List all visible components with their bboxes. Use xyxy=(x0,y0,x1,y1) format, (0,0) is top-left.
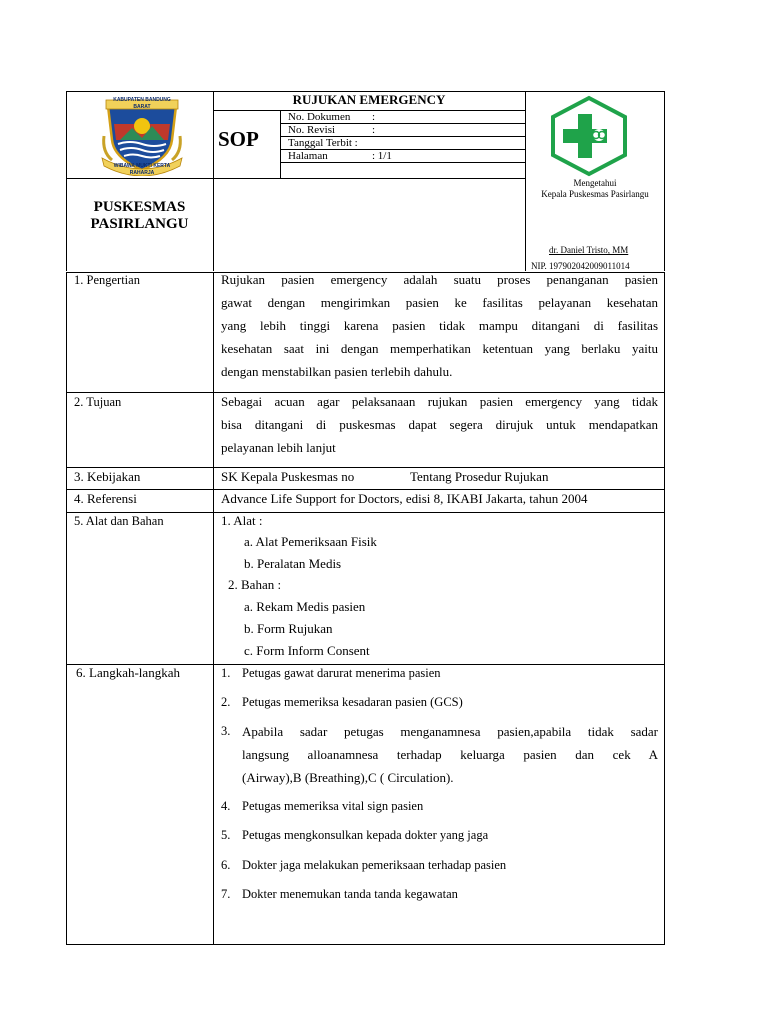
section-label-langkah: 6. Langkah-langkah xyxy=(76,665,180,680)
referensi-text: Advance Life Support for Doctors, edisi 8, IKABI Jakarta, tahun 2004 xyxy=(221,491,588,506)
org-name-line2: PASIRLANGU xyxy=(90,216,189,232)
approval-name: dr. Daniel Tristo, MM xyxy=(549,245,629,255)
step-2-number: 2. xyxy=(221,695,231,709)
kebijakan-text-b: Tentang Prosedur Rujukan xyxy=(410,469,549,484)
section-label-pengertian: 1. Pengertian xyxy=(74,273,140,287)
bahan-item-3: c. Form Inform Consent xyxy=(244,643,370,658)
doc-field-no-dokumen-sep: : xyxy=(372,111,376,123)
alat-heading: 1. Alat : xyxy=(221,513,263,528)
section-label-kebijakan: 3. Kebijakan xyxy=(74,469,141,484)
step-6-number: 6. xyxy=(221,858,231,872)
sop-label: SOP xyxy=(218,127,259,151)
pengertian-line-2: gawat dengan mengirimkan pasien ke fasilitas pelayanan kesehatan xyxy=(221,295,658,310)
tujuan-line-3: pelayanan lebih lanjut xyxy=(221,440,336,455)
step-7-number: 7. xyxy=(221,887,231,901)
pengertian-line-1: Rujukan pasien emergency adalah suatu proses penanganan pasien xyxy=(221,272,658,287)
pengertian-line-5: dengan menstabilkan pasien terlebih dahulu. xyxy=(221,364,453,379)
pengertian-line-3: yang lebih tinggi karena pasien tidak mampu ditangani di fasilitas xyxy=(221,318,658,333)
step-6-text: Dokter jaga melakukan pemeriksaan terhadap pasien xyxy=(242,858,507,872)
step-3-number: 3. xyxy=(221,724,231,738)
doc-field-halaman-value: : 1/1 xyxy=(372,150,392,162)
doc-field-no-dokumen-label: No. Dokumen xyxy=(288,111,351,123)
step-4-text: Petugas memeriksa vital sign pasien xyxy=(242,799,424,813)
org-name-line1: PUSKESMAS xyxy=(93,199,186,215)
step-3-line-3: (Airway),B (Breathing),C ( Circulation). xyxy=(242,770,454,785)
bahan-item-1: a. Rekam Medis pasien xyxy=(244,599,366,614)
bahan-heading: 2. Bahan : xyxy=(228,577,282,592)
bahan-item-2: b. Form Rujukan xyxy=(244,621,333,636)
doc-field-tanggal-terbit-label: Tanggal Terbit : xyxy=(288,137,358,149)
step-5-text: Petugas mengkonsulkan kepada dokter yang jaga xyxy=(242,828,489,842)
pengertian-line-4: kesehatan saat ini dengan memperhatikan ketentuan yang berlaku yaitu xyxy=(221,341,658,356)
doc-field-no-revisi-sep: : xyxy=(372,124,376,136)
section-label-tujuan: 2. Tujuan xyxy=(74,395,122,409)
step-2-text: Petugas memeriksa kesadaran pasien (GCS) xyxy=(242,695,463,709)
section-label-alat-bahan: 5. Alat dan Bahan xyxy=(74,514,164,528)
step-7-text: Dokter menemukan tanda tanda kegawatan xyxy=(242,887,458,901)
doc-field-halaman-label: Halaman xyxy=(288,150,328,162)
emblem-top-text: KABUPATEN BANDUNG BARAT xyxy=(113,97,171,110)
approval-line2: Kepala Puskesmas Pasirlangu xyxy=(541,189,649,199)
approval-nip: NIP. 197902042009011014 xyxy=(531,261,630,271)
emblem-bottom-text: WIBAWA MUKTI KERTA RAHARJA xyxy=(113,163,171,176)
tujuan-line-1: Sebagai acuan agar pelaksanaan rujukan pasien emergency yang tidak xyxy=(221,394,658,409)
tujuan-line-2: bisa ditangani di puskesmas dapat segera dirujuk untuk mendapatkan xyxy=(221,417,658,432)
section-label-referensi: 4. Referensi xyxy=(74,491,137,506)
kebijakan-text-a: SK Kepala Puskesmas no xyxy=(221,469,355,484)
document-title: RUJUKAN EMERGENCY xyxy=(292,92,446,107)
step-1-text: Petugas gawat darurat menerima pasien xyxy=(242,666,441,680)
step-1-number: 1. xyxy=(221,666,231,680)
alat-item-1: a. Alat Pemeriksaan Fisik xyxy=(244,534,377,549)
alat-item-2: b. Peralatan Medis xyxy=(244,556,342,571)
doc-field-no-revisi-label: No. Revisi xyxy=(288,124,336,136)
step-5-number: 5. xyxy=(221,828,231,842)
step-3-line-2: langsung alloanamnesa terhadap keluarga pasien dan cek A xyxy=(242,747,658,762)
step-4-number: 4. xyxy=(221,799,231,813)
puskesmas-logo xyxy=(547,95,631,177)
step-3-line-1: Apabila sadar petugas menganamnesa pasien,apabila tidak sadar xyxy=(242,724,658,739)
approval-line1: Mengetahui xyxy=(573,178,617,188)
